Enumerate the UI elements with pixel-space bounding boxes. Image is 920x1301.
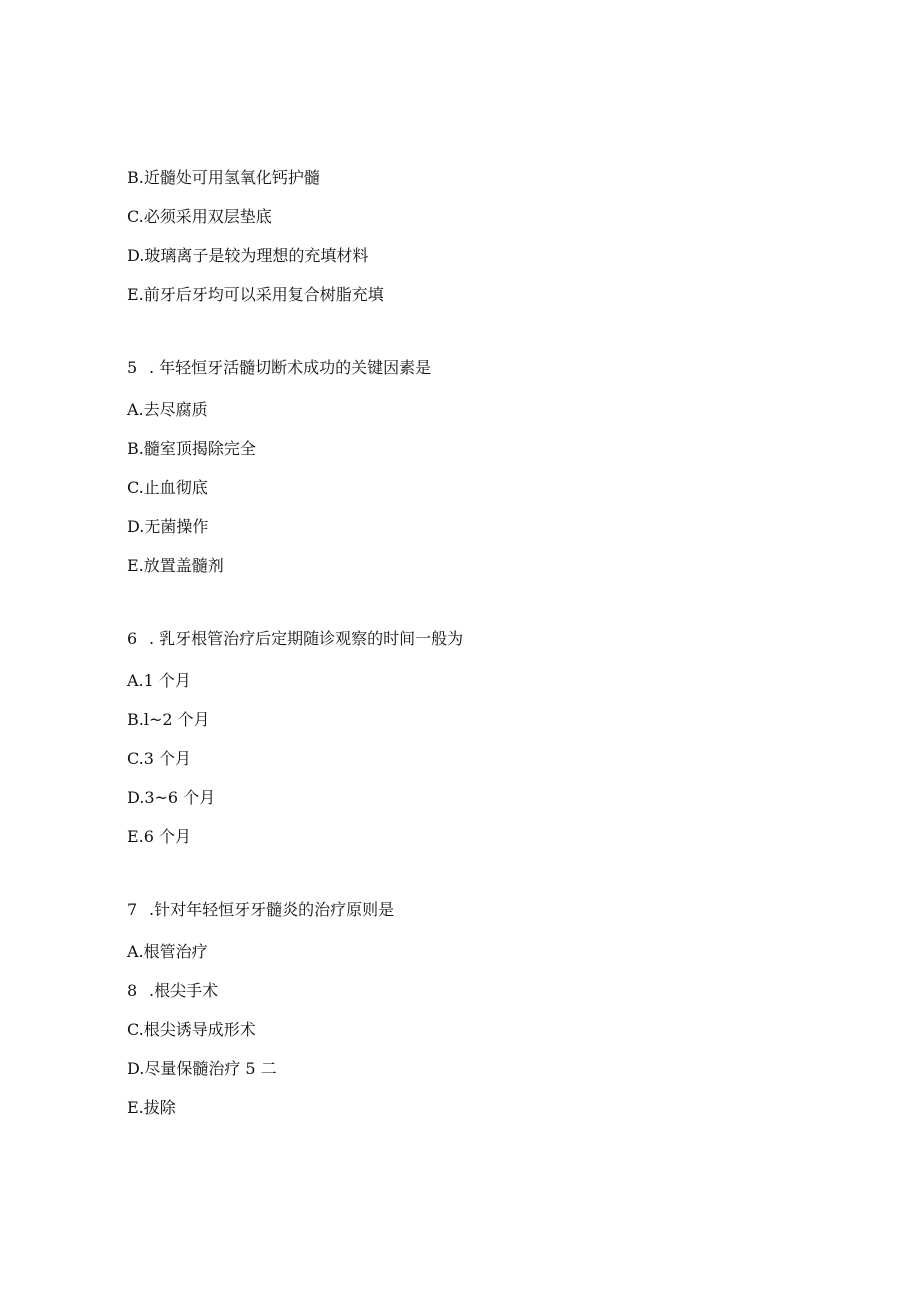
option-line: A.1 个月 bbox=[127, 671, 191, 690]
option-line: E.放置盖髓剂 bbox=[127, 556, 224, 575]
question-number: 8 bbox=[127, 981, 138, 1000]
option-line: B.近髓处可用氢氧化钙护髓 bbox=[127, 168, 320, 187]
option-line: D.玻璃离子是较为理想的充填材料 bbox=[127, 246, 369, 265]
option-line: E.前牙后牙均可以采用复合树脂充填 bbox=[127, 285, 384, 304]
option-line: D.无菌操作 bbox=[127, 517, 209, 536]
option-line: A.根管治疗 bbox=[127, 942, 208, 961]
question-text: .针对年轻恒牙牙髓炎的治疗原则是 bbox=[149, 900, 395, 919]
option-line: E.6 个月 bbox=[127, 827, 192, 846]
option-line: E.拔除 bbox=[127, 1098, 176, 1117]
option-line: D.尽量保髓治疗 5 二 bbox=[127, 1059, 277, 1078]
question-number: 7 bbox=[127, 900, 138, 919]
question-line bbox=[127, 628, 463, 650]
question-line bbox=[127, 899, 394, 921]
option-line: B.髓室顶揭除完全 bbox=[127, 439, 256, 458]
option-line: C.必须采用双层垫底 bbox=[127, 207, 272, 226]
question-text: .根尖手术 bbox=[149, 981, 219, 1000]
question-line bbox=[127, 980, 218, 1002]
option-line: C.根尖诱导成形术 bbox=[127, 1020, 256, 1039]
option-line: B.l~2 个月 bbox=[127, 710, 210, 729]
question-number: 5 bbox=[127, 358, 138, 377]
question-text: . 乳牙根管治疗后定期随诊观察的时间一般为 bbox=[149, 629, 464, 648]
option-line: A.去尽腐质 bbox=[127, 400, 208, 419]
question-number: 6 bbox=[127, 629, 138, 648]
question-text: . 年轻恒牙活髓切断术成功的关键因素是 bbox=[149, 358, 432, 377]
option-line: D.3~6 个月 bbox=[127, 788, 216, 807]
option-line: C.3 个月 bbox=[127, 749, 192, 768]
question-line bbox=[127, 357, 431, 379]
option-line: C.止血彻底 bbox=[127, 478, 208, 497]
